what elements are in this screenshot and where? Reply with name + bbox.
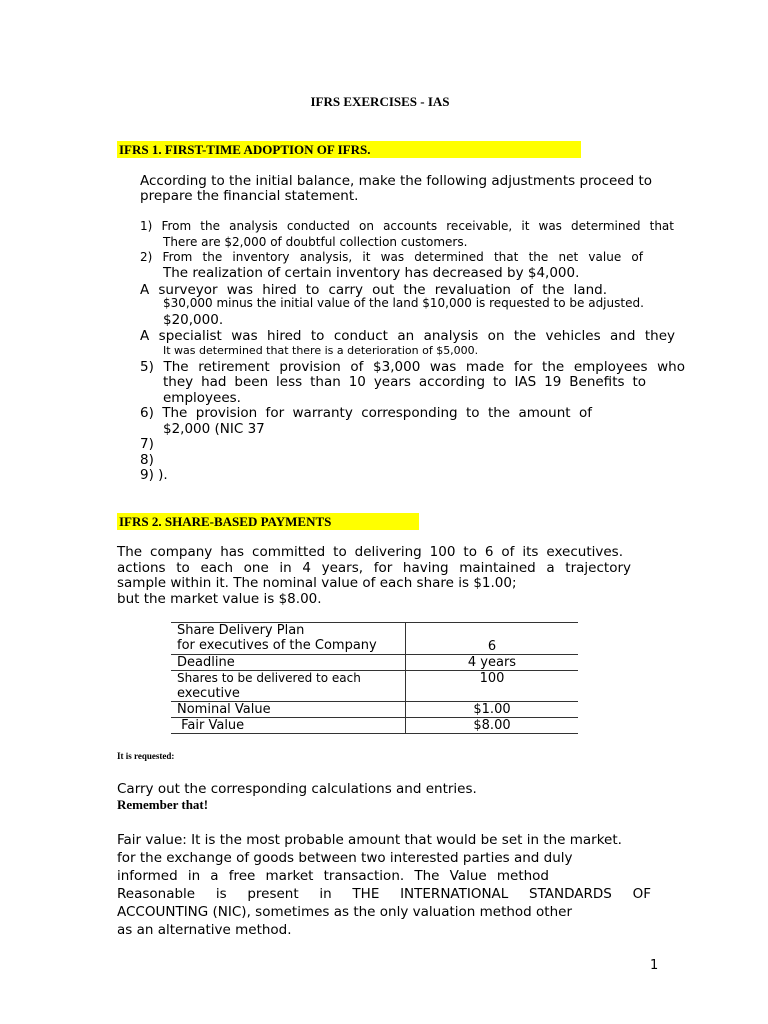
item8: 8)	[140, 452, 154, 468]
table-row	[171, 623, 578, 655]
item5-line3: employees.	[163, 390, 241, 406]
item1-line1: 1) From the analysis conducted on accounts receivable, it was determined that	[140, 219, 674, 233]
plan-label-line2: for executives of the Company	[177, 638, 377, 653]
shares-value: 100	[406, 671, 579, 702]
table-row	[171, 702, 578, 718]
deadline-label: Deadline	[171, 655, 406, 671]
item1-line2: There are $2,000 of doubtful collection customers.	[163, 235, 468, 249]
item5-line2: they had been less than 10 years according to IAS 19 Benefits to	[163, 374, 646, 390]
task-text: Carry out the corresponding calculations and entries.	[117, 781, 477, 797]
section2-heading: IFRS 2. SHARE-BASED PAYMENTS	[117, 513, 419, 530]
requested-label: It is requested:	[117, 751, 175, 761]
remember-label: Remember that!	[117, 797, 209, 812]
table-row	[171, 655, 578, 671]
fair-value-label: Fair Value	[171, 718, 406, 734]
item3-line2: $30,000 minus the initial value of the land $10,000 is requested to be adjusted.	[163, 296, 644, 310]
item3-line3: $20,000.	[163, 312, 224, 328]
table-row	[171, 671, 578, 702]
item9: 9) ).	[140, 467, 168, 483]
item4-line1: A specialist was hired to conduct an analysis on the vehicles and they	[140, 328, 675, 344]
plan-label-line1: Share Delivery Plan	[177, 623, 305, 638]
fair-value-line6: as an alternative method.	[117, 922, 292, 938]
page-number: 1	[650, 958, 659, 973]
fair-value-line2: for the exchange of goods between two interested parties and duly	[117, 850, 573, 866]
section1-intro-line2: prepare the financial statement.	[140, 188, 359, 204]
section2-para-line3: sample within it. The nominal value of each share is $1.00;	[117, 575, 517, 591]
section2-para-line1: The company has committed to delivering 100 to 6 of its executives.	[117, 544, 623, 560]
shares-label-line2: executive	[177, 686, 240, 701]
item2-line2: The realization of certain inventory has decreased by $4,000.	[163, 265, 580, 281]
item3-line1: A surveyor was hired to carry out the revaluation of the land.	[140, 282, 607, 298]
section2-para-line4: but the market value is $8.00.	[117, 591, 322, 607]
plan-value: 6	[406, 623, 579, 655]
item7: 7)	[140, 436, 154, 452]
item5-line1: 5) The retirement provision of $3,000 was made for the employees who	[140, 359, 685, 375]
fair-value-line5: ACCOUNTING (NIC), sometimes as the only valuation method other	[117, 904, 573, 920]
deadline-value: 4 years	[406, 655, 579, 671]
share-delivery-table	[171, 622, 578, 734]
fair-value-line1: Fair value: It is the most probable amount that would be set in the market.	[117, 832, 622, 848]
section2-para-line2: actions to each one in 4 years, for having maintained a trajectory	[117, 560, 631, 576]
fair-value: $8.00	[406, 718, 579, 734]
fair-value-line4: Reasonable is present in THE INTERNATIONAL STANDARDS OF	[117, 886, 651, 902]
fair-value-line3: informed in a free market transaction. The Value method	[117, 868, 549, 884]
nominal-value-label: Nominal Value	[171, 702, 406, 718]
item4-line2: It was determined that there is a deterioration of $5,000.	[163, 344, 479, 357]
table-cell-label	[171, 671, 406, 702]
section1-intro-line1: According to the initial balance, make the following adjustments proceed to	[140, 173, 653, 189]
item2-line1: 2) From the inventory analysis, it was determined that the net value of	[140, 250, 643, 264]
nominal-value: $1.00	[406, 702, 579, 718]
item6-line2: $2,000 (NIC 37	[163, 421, 265, 437]
shares-label-line1: Shares to be delivered to each	[177, 671, 361, 685]
table-row	[171, 718, 578, 734]
item6-line1: 6) The provision for warranty corresponding to the amount of	[140, 405, 592, 421]
document-title: IFRS EXERCISES - IAS	[310, 94, 450, 109]
section1-heading: IFRS 1. FIRST-TIME ADOPTION OF IFRS.	[117, 141, 581, 158]
table-cell-label	[171, 623, 406, 655]
